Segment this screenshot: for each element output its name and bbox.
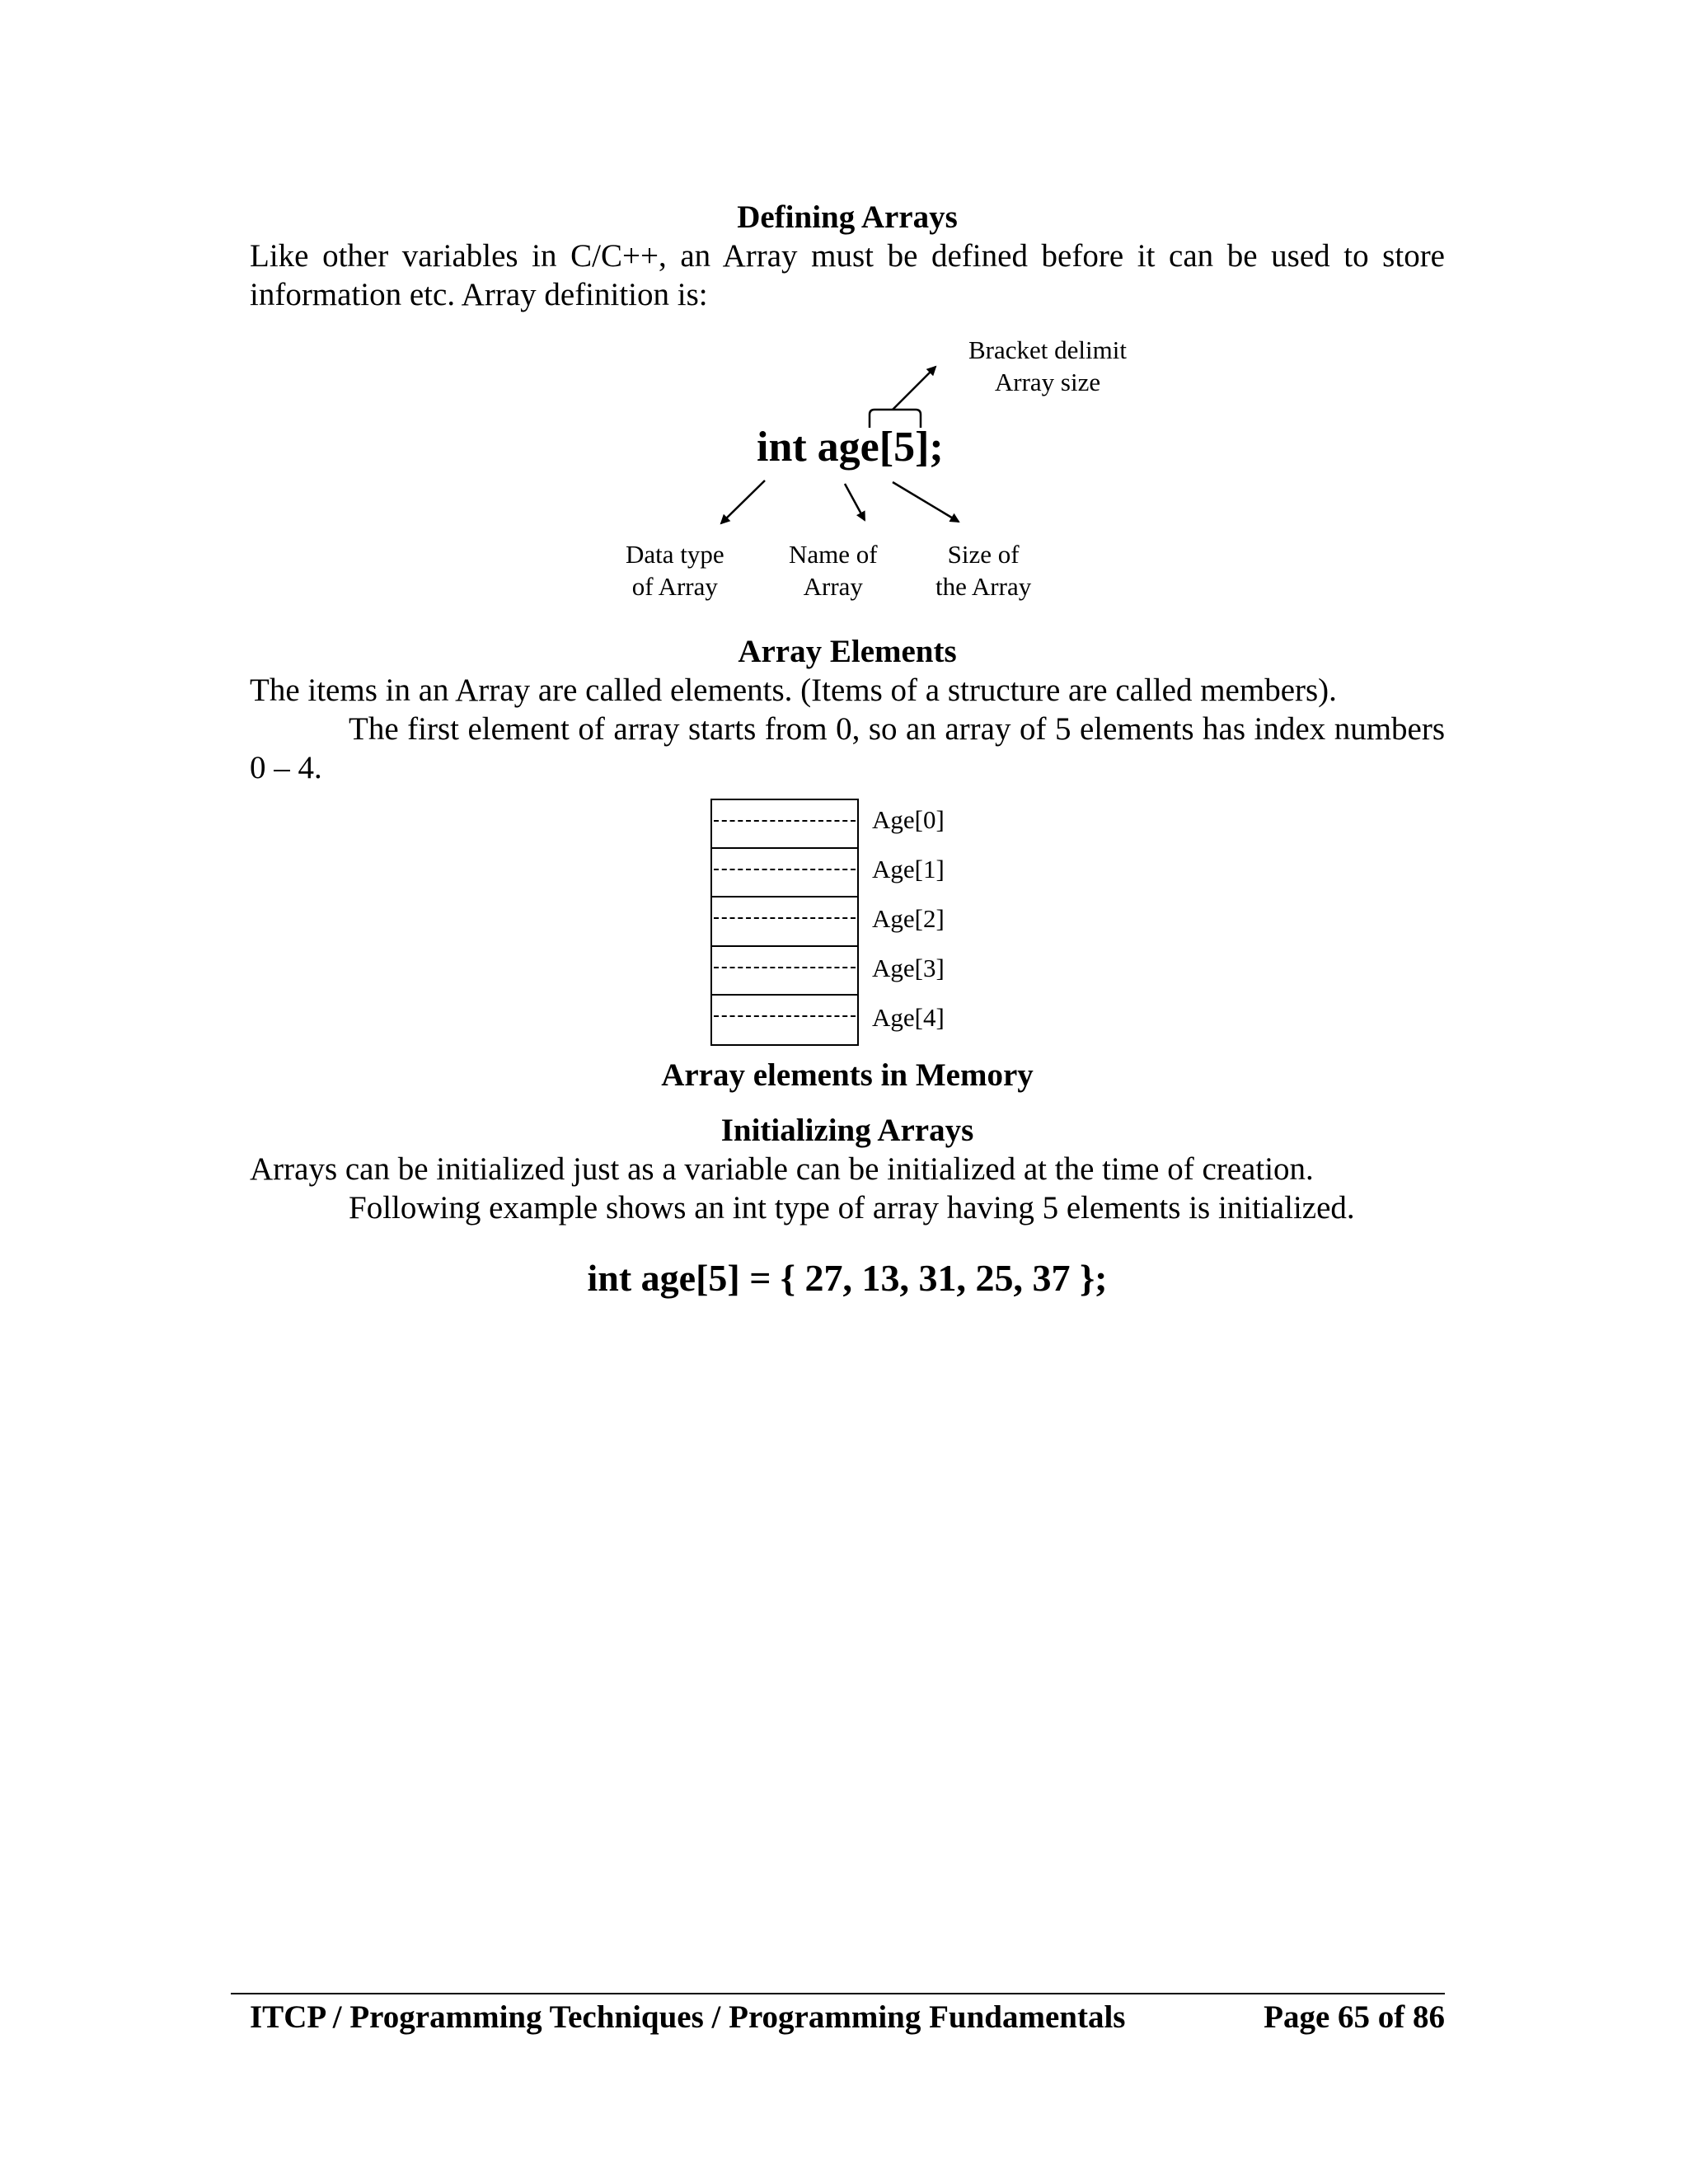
paragraph-elements-1: The items in an Array are called elements. (Items of a structure are called members). [250, 673, 1337, 708]
name-label [789, 538, 878, 602]
memory-cell-label: Age[0] [872, 805, 945, 834]
bracket-label [968, 334, 1127, 398]
name-label-line2: Array [803, 572, 863, 601]
name-label-line1: Name of [789, 540, 878, 569]
bracket-arrow [893, 367, 935, 410]
memory-cell-label: Age[1] [872, 855, 945, 883]
memory-block [710, 799, 859, 1046]
name-arrow [845, 484, 865, 520]
heading-defining-arrays: Defining Arrays [737, 199, 958, 235]
paragraph-defining: Like other variables in C/C++, an Array must be defined before it can be used to store information etc. Array definition is: [250, 238, 1445, 312]
memory-cell [712, 947, 857, 996]
datatype-label [626, 538, 724, 602]
definition-code: int age[5]; [757, 424, 944, 471]
page-content [250, 198, 1445, 1301]
memory-cell-label: Age[4] [872, 1003, 945, 1032]
datatype-label-line1: Data type [626, 540, 724, 569]
bracket-label-line2: Array size [994, 368, 1101, 396]
array-definition-diagram [250, 324, 1445, 621]
heading-array-elements: Array Elements [738, 634, 957, 669]
memory-diagram [250, 792, 1445, 1054]
paragraph-initializing-2: Following example shows an int type of array having 5 elements is initialized. [349, 1190, 1355, 1226]
datatype-arrow [721, 480, 765, 523]
datatype-label-line2: of Array [631, 572, 718, 601]
memory-cell [712, 996, 857, 1044]
memory-caption: Array elements in Memory [661, 1057, 1034, 1093]
memory-cell [712, 898, 857, 946]
bracket-label-line1: Bracket delimit [968, 335, 1127, 364]
size-label-line1: Size of [947, 540, 1020, 569]
memory-cell-label: Age[2] [872, 904, 945, 933]
size-arrow [893, 482, 959, 522]
footer-rule [231, 1993, 1445, 1994]
initialization-code: int age[5] = { 27, 13, 31, 25, 37 }; [587, 1257, 1108, 1299]
size-label-line2: the Array [935, 572, 1032, 601]
heading-initializing-arrays: Initializing Arrays [720, 1113, 974, 1148]
memory-cell [712, 849, 857, 898]
footer-course-title: ITCP / Programming Techniques / Programming Fundamentals [250, 1999, 1126, 2035]
memory-cell [712, 800, 857, 849]
memory-cell-label: Age[3] [872, 954, 945, 982]
paragraph-elements-2: The first element of array starts from 0, so an array of 5 elements has index numbers 0 – 4. [250, 711, 1445, 785]
paragraph-initializing-1: Arrays can be initialized just as a variable can be initialized at the time of creation. [250, 1151, 1314, 1187]
footer-page-number: Page 65 of 86 [1264, 1999, 1445, 2035]
size-label [935, 538, 1031, 602]
